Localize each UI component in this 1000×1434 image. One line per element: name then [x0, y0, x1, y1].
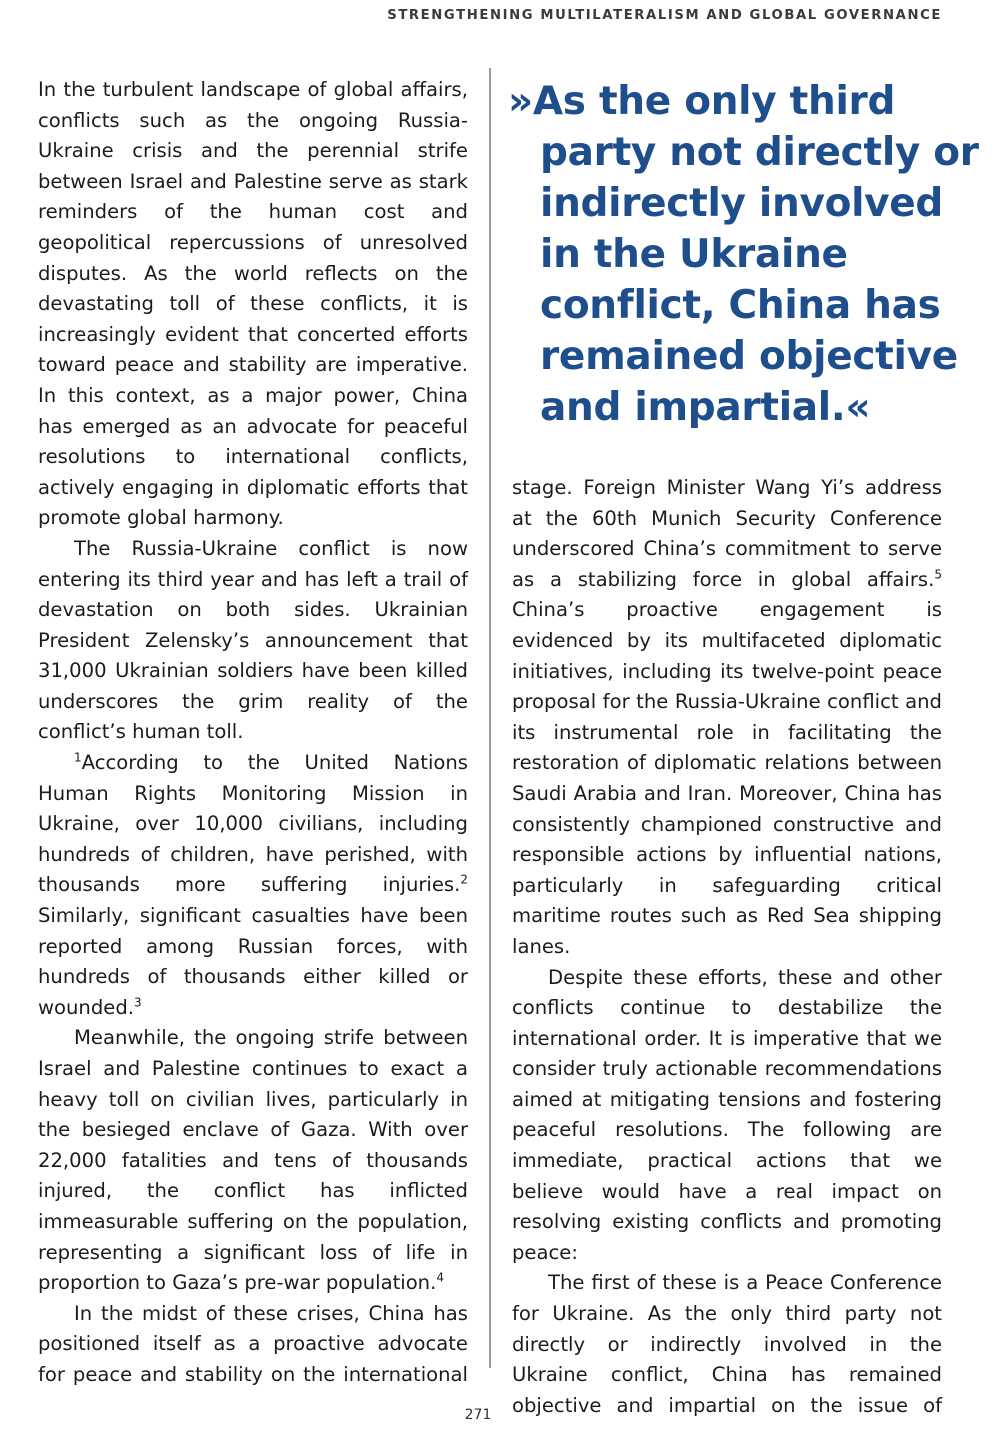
page-number: 271 — [464, 1407, 492, 1423]
paragraph-munich-conference — [512, 473, 942, 963]
paragraph-intro: In the turbulent landscape of global affairs, conflicts such as the ongoing Russia-Ukraine crisis and the perennial strife between Israel and Palestine serve as stark reminders of the human cost and geopolitical repercussions of unresolved disputes. As the world reflects on the devastating toll of these conflicts, it is increasingly evident that concerted efforts toward peace and stability are imperative. In this context, as a major power, China has emerged as an advocate for peaceful resolutions to international conflicts, actively engaging in diplomatic efforts that promote global harmony. — [38, 78, 468, 530]
right-column — [512, 473, 942, 1421]
pull-quote: »As the only third party not directly or indirectly involved in the Ukraine conflict, China has remained objective and impartial.« — [508, 79, 979, 430]
paragraph-china-advocate: In the midst of these crises, China has positioned itself as a proactive advocate for peace and stability on the international — [38, 1301, 468, 1386]
paragraph-munich-text-b: China’s proactive engagement is evidenced by its multifaceted diplomatic initiatives, including its twelve-point peace proposal for the Russia-Ukraine conflict and its instrumental role in facilitating the restoration of diplomatic relations between Saudi Arabia and Iran. Moreover, China has consistently championed constructive and responsible actions by influential nations, particularly in safeguarding critical maritime routes such as Red Sea shipping lanes. — [512, 598, 942, 958]
paragraph-un-mission-text-b: Similarly, significant casualties have been reported among Russian forces, with hundreds of thousands either killed or wounded. — [38, 904, 468, 1019]
running-header: STRENGTHENING MULTILATERALISM AND GLOBAL GOVERNANCE — [387, 8, 942, 23]
footnote-ref-4: 4 — [436, 1270, 444, 1285]
column-divider — [489, 68, 491, 1368]
paragraph-un-mission — [38, 748, 468, 1023]
paragraph-peace-conference: The first of these is a Peace Conference for Ukraine. As the only third party not directly or indirectly involved in the Ukraine conflict, China has remained objective and impartial on the issue of — [512, 1271, 942, 1417]
paragraph-recommendations: Despite these efforts, these and other conflicts continue to destabilize the international order. It is imperative that we consider truly actionable recommendations aimed at mitigating tensions and fostering peaceful resolutions. The following are immediate, practical actions that we believe would have a real impact on resolving existing conflicts and promoting peace: — [512, 965, 942, 1264]
left-column — [38, 75, 468, 1391]
footnote-ref-3: 3 — [134, 995, 142, 1010]
paragraph-israel-palestine — [38, 1023, 468, 1298]
paragraph-israel-palestine-text: Meanwhile, the ongoing strife between Israel and Palestine continues to exact a heavy toll on civilian lives, particularly in the besieged enclave of Gaza. With over 22,000 fatalities and tens of thousands injured, the conflict has inflicted immeasurable suffering on the population, representing a significant loss of life in proportion to Gaza’s pre-war population. — [38, 1026, 468, 1295]
paragraph-russia-ukraine: The Russia-Ukraine conflict is now entering its third year and has left a trail of devastation on both sides. Ukrainian President Zelensky’s announcement that 31,000 Ukrainian soldiers have been killed underscores the grim reality of the conflict’s human toll. — [38, 536, 468, 744]
paragraph-munich-text-a: stage. Foreign Minister Wang Yi’s address at the 60th Munich Security Conference underscored China’s commitment to serve as a stabilizing force in global affairs. — [512, 476, 942, 591]
footnote-ref-2: 2 — [460, 872, 468, 887]
paragraph-un-mission-text-a: According to the United Nations Human Rights Monitoring Mission in Ukraine, over 10,000 civilians, including hundreds of children, have perished, with thousands more suffering injuries. — [38, 751, 468, 897]
footnote-ref-1: 1 — [74, 750, 82, 765]
footnote-ref-5: 5 — [934, 567, 942, 582]
